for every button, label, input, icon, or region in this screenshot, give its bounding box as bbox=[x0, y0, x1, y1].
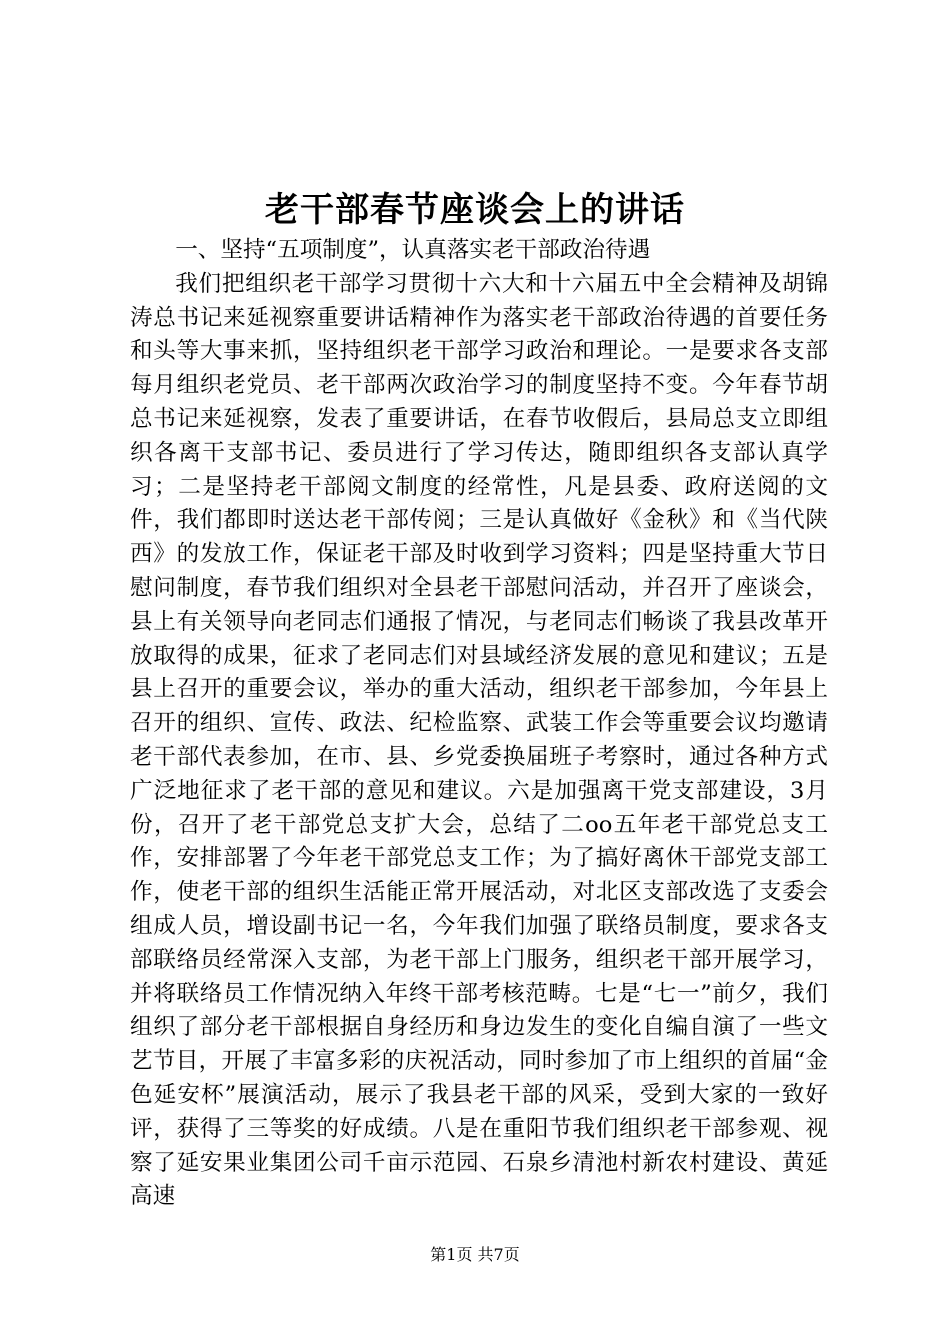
body-paragraph: 我们把组织老干部学习贯彻十六大和十六届五中全会精神及胡锦涛总书记来延视察重要讲话精神作为落实老干部政治待遇的首要任务和头等大事来抓，坚持组织老干部学习政治和理论。一是要求各支部每月组织老党员、老干部两次政治学习的制度坚持不变。今年春节胡总书记来延视察，发表了重要讲话，在春节收假后，县局总支立即组织各离干支部书记、委员进行了学习传达，随即组织各支部认真学习；二是坚持老干部阅文制度的经常性，凡是县委、政府送阅的文件，我们都即时送达老干部传阅；三是认真做好《金秋》和《当代陕西》的发放工作，保证老干部及时收到学习资料；四是坚持重大节日慰问制度，春节我们组织对全县老干部慰问活动，并召开了座谈会，县上有关领导向老同志们通报了情况，与老同志们畅谈了我县改革开放取得的成果，征求了老同志们对县域经济发展的意见和建议；五是县上召开的重要会议，举办的重大活动，组织老干部参加，今年县上召开的组织、宣传、政法、纪检监察、武装工作会等重要会议均邀请老干部代表参加，在市、县、乡党委换届班子考察时，通过各种方式广泛地征求了老干部的意见和建议。六是加强离干党支部建设，3月份，召开了老干部党总支扩大会，总结了二oo五年老干部党总支工作，安排部署了今年老干部党总支工作；为了搞好离休干部党支部工作，使老干部的组织生活能正常开展活动，对北区支部改选了支委会组成人员，增设副书记一名，今年我们加强了联络员制度，要求各支部联络员经常深入支部，为老干部上门服务，组织老干部开展学习，并将联络员工作情况纳入年终干部考核范畴。七是“七一”前夕，我们组织了部分老干部根据自身经历和身边发生的变化自编自演了一些文艺节目，开展了丰富多彩的庆祝活动，同时参加了市上组织的首届“金色延安杯”展演活动，展示了我县老干部的风采，受到大家的一致好评，获得了三等奖的好成绩。八是在重阳节我们组织老干部参观、视察了延安果业集团公司千亩示范园、石泉乡清池村新农村建设、黄延高速 bbox=[130, 270, 828, 1210]
section-heading: 一、坚持“五项制度”，认真落实老干部政治待遇 bbox=[175, 237, 651, 263]
document-body bbox=[130, 234, 828, 1214]
page-title: 老干部春节座谈会上的讲话 bbox=[265, 190, 685, 230]
page-footer: 第1页 共7页 bbox=[430, 1245, 520, 1264]
